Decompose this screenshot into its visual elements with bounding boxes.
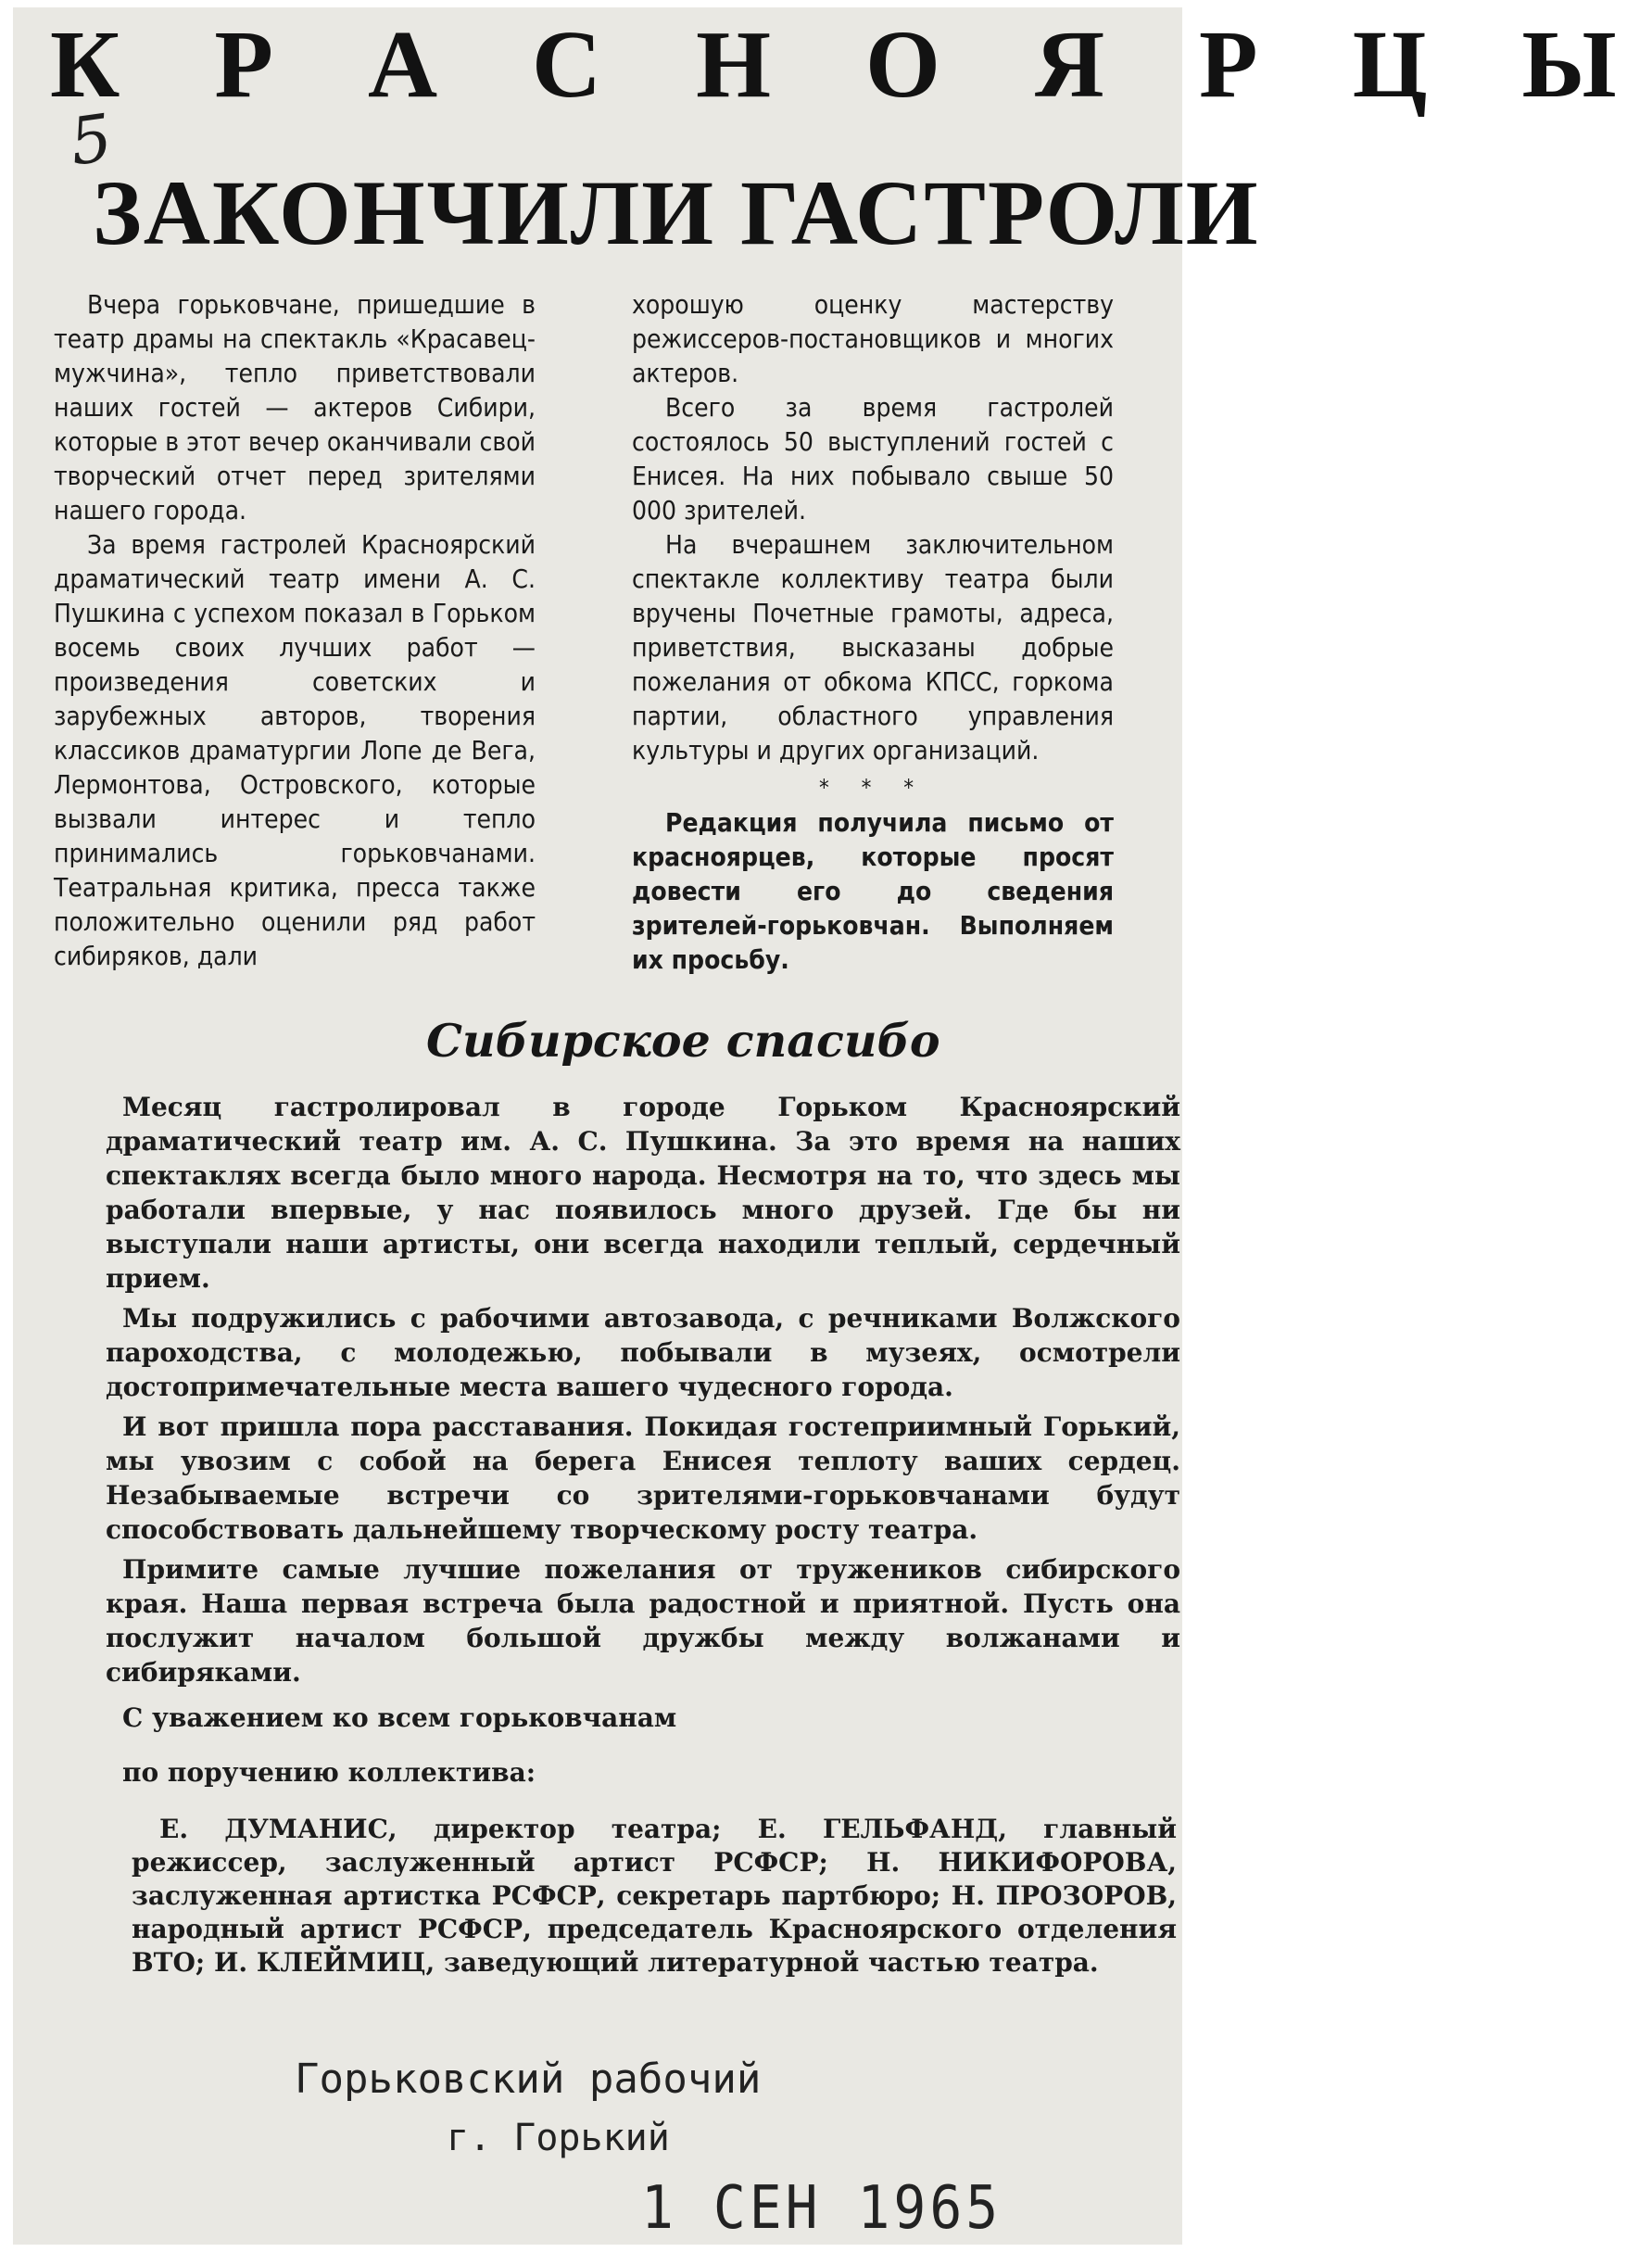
article-paragraph: Всего за время гастролей состоялось 50 выступлений гостей с Енисея. На них побывало свыше 50 000 зрителей. [632, 392, 1114, 525]
headline-line-1: К Р А С Н О Я Р Ц Ы [50, 11, 1652, 118]
signers-text: Е. ДУМАНИС, директор театра; Е. ГЕЛЬФАНД, главный режиссер, заслуженный артист РСФСР; Н. НИКИФОРОВА, заслуженная артистка РСФСР, секретарь партбюро; Н. ПРОЗОРОВ, народный артист РСФСР, председатель Красноярского отделения ВТО; И. КЛЕЙМИЦ, заведующий литературной частью театра. [132, 1814, 1177, 1978]
article-paragraph: На вчерашнем заключительном спектакле коллективу театра были вручены Почетные грамоты, адреса, приветствия, высказаны добрые пожелания от обкома КПСС, горкома партии, областного управления культуры и других организаций. [632, 529, 1114, 765]
letter-commission: по поручению коллектива: [122, 1757, 536, 1788]
article-column-right [632, 287, 1114, 977]
newspaper-clipping [13, 7, 1652, 2245]
article-paragraph: хорошую оценку мастерству режиссеров-постановщиков и многих актеров. [632, 289, 1114, 388]
letter-regards: С уважением ко всем горьковчанам [122, 1702, 677, 1733]
section-separator: * * * [818, 775, 927, 801]
stamp-city: г. Горький [447, 2117, 670, 2159]
handwritten-number: 5 [65, 99, 118, 181]
letter-body [106, 1090, 1180, 1795]
article-paragraph: Вчера горьковчане, пришедшие в театр драмы на спектакль «Красавец-мужчина», тепло приветствовали наших гостей — актеров Сибири, которые в этот вечер оканчивали свой творческий отчет перед зрителями нашего города. [54, 289, 536, 525]
letter-paragraph: Примите самые лучшие пожелания от тружеников сибирского края. Наша первая встреча была радостной и приятной. Пусть она послужит началом большой дружбы между волжанами и сибиряками. [106, 1554, 1180, 1688]
article-paragraph: За время гастролей Красноярский драматический театр имени А. С. Пушкина с успехом показал в Горьком восемь своих лучших работ — произведения советских и зарубежных авторов, творения классиков драматургии Лопе де Вега, Лермонтова, Островского, которые вызвали интерес и тепло принимались горьковчанами. Театральная критика, пресса также положительно оценили ряд работ сибиряков, дали [54, 529, 536, 971]
editor-note: Редакция получила письмо от красноярцев, которые просят довести его до сведения зрителей-горьковчан. Выполняем их просьбу. [632, 807, 1114, 975]
stamp-date: 1 СЕН 1965 [641, 2172, 1003, 2243]
letter-paragraph: Месяц гастролировал в городе Горьком Красноярский драматический театр им. А. С. Пушкина. За это время на наших спектаклях всегда было много народа. Несмотря на то, что здесь мы работали впервые, у нас появилось много друзей. Где бы ни выступали наши артисты, они всегда находили теплый, сердечный прием. [106, 1092, 1180, 1294]
letter-title: Сибирское спасибо [426, 1014, 940, 1068]
letter-paragraph: Мы подружились с рабочими автозавода, с речниками Волжского пароходства, с молодежью, побывали в музеях, осмотрели достопримечательные места вашего чудесного города. [106, 1303, 1180, 1402]
article-column-left [54, 287, 536, 973]
headline-line-2: ЗАКОНЧИЛИ ГАСТРОЛИ [93, 161, 1260, 264]
letter-signers [132, 1813, 1177, 1980]
stamp-newspaper: Горьковский рабочий [295, 2056, 762, 2103]
letter-paragraph: И вот пришла пора расставания. Покидая гостеприимный Горький, мы увозим с собой на берега Енисея теплоту ваших сердец. Незабываемые встречи со зрителями-горьковчанами будут способствовать дальнейшему творческому росту театра. [106, 1411, 1180, 1545]
